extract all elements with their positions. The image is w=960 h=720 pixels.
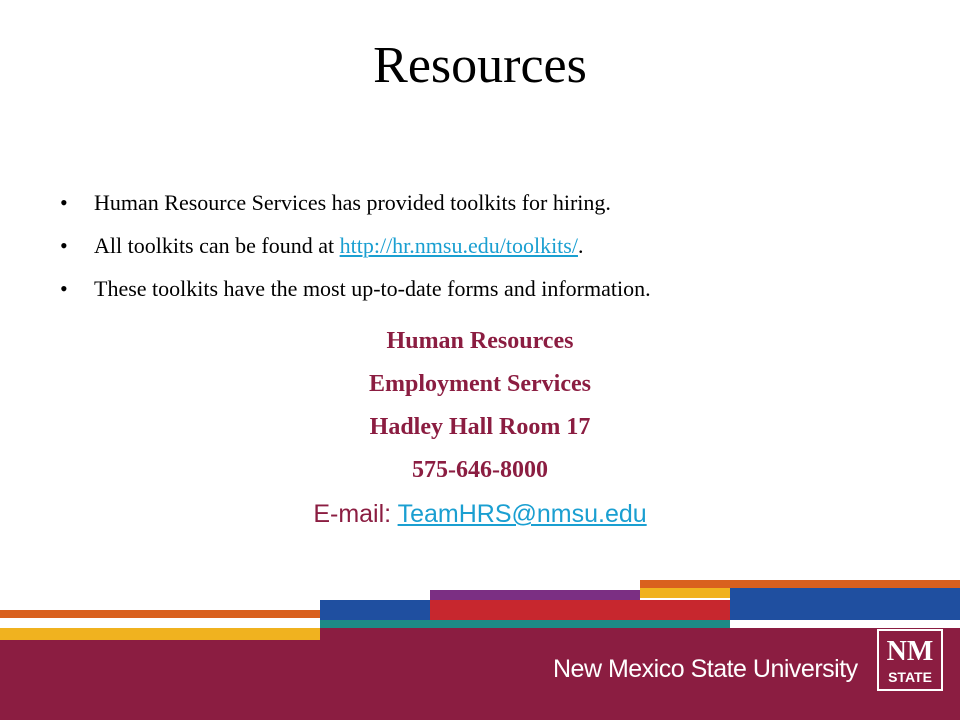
- footer-band-blue-left: [320, 600, 430, 620]
- contact-email: [0, 492, 960, 537]
- contact-phone: 575-646-8000: [412, 457, 548, 483]
- footer-band-teal: [320, 620, 730, 628]
- bullet-icon: •: [60, 233, 68, 258]
- bullet-icon: •: [60, 276, 68, 301]
- bullet-item: [60, 225, 920, 268]
- contact-department: Human Resources: [386, 328, 574, 354]
- contact-office: Employment Services: [369, 371, 591, 397]
- slide-title: Resources: [373, 37, 587, 94]
- bullet-item: [60, 268, 920, 311]
- footer-band-purple: [430, 590, 640, 600]
- logo-nm-text: NM: [886, 636, 934, 667]
- email-link[interactable]: TeamHRS@nmsu.edu: [397, 500, 647, 528]
- email-label: E-mail:: [313, 500, 398, 528]
- contact-block: [0, 320, 960, 537]
- toolkits-link[interactable]: http://hr.nmsu.edu/toolkits/: [339, 233, 578, 258]
- footer-band-orange: [0, 610, 320, 618]
- bullet-text: All toolkits can be found at: [94, 233, 340, 258]
- bullet-text-suffix: .: [577, 233, 584, 258]
- footer-band-gold: [0, 628, 320, 640]
- contact-room: Hadley Hall Room 17: [369, 414, 591, 440]
- footer-band-gold-right: [640, 588, 730, 598]
- bullet-icon: •: [60, 190, 68, 215]
- footer-base-left: [0, 640, 320, 720]
- bullet-list: [60, 182, 920, 311]
- bullet-text: Human Resource Services has provided toolkits for hiring.: [94, 190, 611, 215]
- logo-state-text: STATE: [888, 669, 932, 685]
- nm-state-logo: [876, 628, 944, 692]
- bullet-item: [60, 182, 920, 225]
- footer-band-red: [430, 600, 730, 620]
- footer-band-blue-right: [730, 588, 960, 620]
- bullet-text: These toolkits have the most up-to-date forms and information.: [94, 276, 651, 301]
- university-name: New Mexico State University: [553, 655, 858, 683]
- footer-band-orange-right: [640, 580, 960, 588]
